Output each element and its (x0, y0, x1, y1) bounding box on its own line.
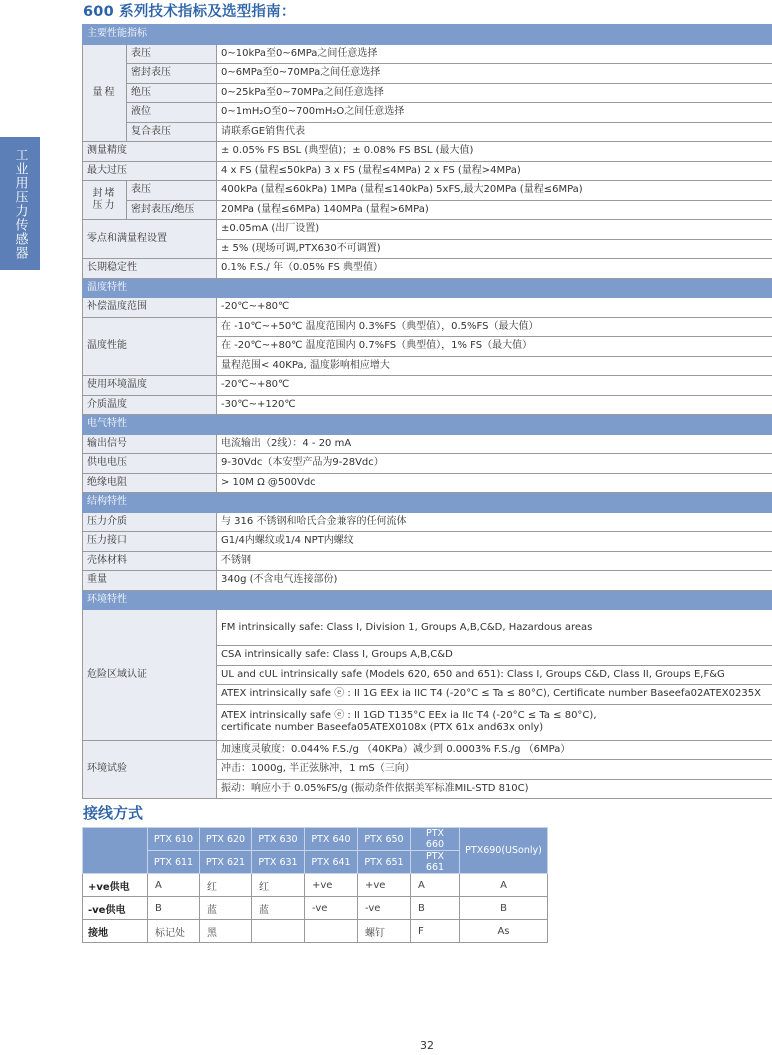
section-structure: 结构特性 (83, 493, 772, 513)
atex-line-1: ATEX intrinsically safe ⓔ : II 1GD T135°C EEx ia IIc T4 (-20°C ≤ Ta ≤ 80°C), (221, 710, 597, 721)
row-value: 与 316 不锈钢和哈氏合金兼容的任何流体 (217, 512, 772, 532)
section-temperature: 温度特性 (83, 278, 772, 298)
row-label: -ve供电 (83, 897, 148, 920)
table-row (83, 473, 772, 493)
table-row (83, 512, 772, 532)
table-row (83, 897, 548, 920)
header-cell: PTX 621 (200, 851, 252, 874)
section-row (83, 278, 772, 298)
row-label: 补偿温度范围 (83, 298, 217, 318)
table-cell: 螺钉 (358, 920, 411, 943)
table-cell: B (411, 897, 460, 920)
row-value: 在 -20℃~+80℃ 温度范围内 0.7%FS（典型值），1% FS（最大值） (217, 337, 772, 357)
wiring-table (82, 827, 548, 943)
row-value: 400kPa (量程≤60kPa) 1MPa (量程≤140kPa) 5xFS,最大20MPa (量程≤6MPa) (217, 181, 772, 201)
section-electrical: 电气特性 (83, 415, 772, 435)
header-cell: PTX 640 (305, 828, 358, 851)
wiring-title: 接线方式 (83, 804, 144, 822)
header-cell: PTX690(USonly) (460, 828, 548, 874)
table-cell: A (411, 874, 460, 897)
row-value: 电流输出（2线）：4 - 20 mA (217, 434, 772, 454)
header-row (83, 828, 548, 851)
row-value: CSA intrinsically safe: Class I, Groups A,B,C&D (217, 646, 772, 666)
row-label: 长期稳定性 (83, 259, 217, 279)
table-row (83, 103, 772, 123)
row-label: 密封表压 (127, 64, 217, 84)
header-corner (83, 828, 148, 874)
table-row (83, 64, 772, 84)
row-label: 温度性能 (83, 317, 217, 376)
row-value: ± 0.05% FS BSL (典型值)；± 0.08% FS BSL (最大值) (217, 142, 772, 162)
table-cell: 标记处 (148, 920, 200, 943)
row-label: 压力接口 (83, 532, 217, 552)
row-label: 压力介质 (83, 512, 217, 532)
row-value: 加速度灵敏度：0.044% F.S./g （40KPa）减少到 0.0003% F.S./g （6MPa） (217, 740, 772, 760)
table-row (83, 454, 772, 474)
table-cell: B (460, 897, 548, 920)
table-row (83, 181, 772, 201)
table-row (83, 83, 772, 103)
range-label: 量程 (83, 44, 127, 142)
table-cell: 蓝 (200, 897, 252, 920)
table-row (83, 161, 772, 181)
row-value: G1/4内螺纹或1/4 NPT内螺纹 (217, 532, 772, 552)
side-tab-label: 工业用压力传感器 (12, 147, 28, 260)
row-label: 壳体材料 (83, 551, 217, 571)
table-cell: 红 (252, 874, 305, 897)
table-row (83, 395, 772, 415)
row-label: 使用环境温度 (83, 376, 217, 396)
row-label: 测量精度 (83, 142, 217, 162)
row-value: 量程范围< 40KPa, 温度影响相应增大 (217, 356, 772, 376)
table-row (83, 44, 772, 64)
table-cell: As (460, 920, 548, 943)
row-label: 接地 (83, 920, 148, 943)
section-row (83, 590, 772, 610)
table-cell: +ve (358, 874, 411, 897)
row-value: > 10M Ω @500Vdc (217, 473, 772, 493)
row-label: 密封表压/绝压 (127, 200, 217, 220)
table-row (83, 434, 772, 454)
row-value: 9-30Vdc（本安型产品为9-28Vdc） (217, 454, 772, 474)
row-value: ATEX intrinsically safe ⓔ : II 1G EEx ia IIC T4 (-20°C ≤ Ta ≤ 80°C), Certificate number Baseefa02ATEX0235X (217, 685, 772, 705)
table-cell: A (460, 874, 548, 897)
row-label: 最大过压 (83, 161, 217, 181)
row-value (217, 704, 772, 740)
table-cell: A (148, 874, 200, 897)
row-label: 重量 (83, 571, 217, 591)
table-row (83, 874, 548, 897)
header-cell: PTX 661 (411, 851, 460, 874)
row-value: ±0.05mA (出厂设置) (217, 220, 772, 240)
header-cell: PTX 630 (252, 828, 305, 851)
row-label: 绝缘电阻 (83, 473, 217, 493)
row-label: 危险区域认证 (83, 610, 217, 741)
table-row (83, 532, 772, 552)
table-row (83, 551, 772, 571)
burst-label: 封堵压力 (83, 181, 127, 220)
table-row (83, 142, 772, 162)
section-row (83, 493, 772, 513)
table-cell: B (148, 897, 200, 920)
row-value: FM intrinsically safe: Class I, Division 1, Groups A,B,C&D, Hazardous areas (217, 610, 772, 646)
section-performance: 主要性能指标 (83, 25, 772, 45)
table-row (83, 317, 772, 337)
row-label: 供电电压 (83, 454, 217, 474)
table-cell: 蓝 (252, 897, 305, 920)
row-value: 不锈钢 (217, 551, 772, 571)
row-value: 请联系GE销售代表 (217, 122, 772, 142)
table-row (83, 610, 772, 646)
page-number: 32 (420, 1039, 434, 1052)
row-value: -20℃~+80℃ (217, 376, 772, 396)
row-label: 介质温度 (83, 395, 217, 415)
page-title: 600 系列技术指标及选型指南： (83, 4, 296, 20)
table-row (83, 298, 772, 318)
row-value: 0~6MPa至0~70MPa之间任意选择 (217, 64, 772, 84)
row-value: ± 5% (现场可调,PTX630不可调置) (217, 239, 772, 259)
header-cell: PTX 631 (252, 851, 305, 874)
row-value: 0~25kPa至0~70MPa之间任意选择 (217, 83, 772, 103)
row-label: 零点和满量程设置 (83, 220, 217, 259)
table-cell: -ve (305, 897, 358, 920)
table-row (83, 122, 772, 142)
row-label: 环境试验 (83, 740, 217, 799)
row-value: 0.1% F.S./ 年（0.05% FS 典型值） (217, 259, 772, 279)
row-value: 20MPa (量程≤6MPa) 140MPa (量程>6MPa) (217, 200, 772, 220)
table-row (83, 571, 772, 591)
table-cell (252, 920, 305, 943)
table-row (83, 740, 772, 760)
row-value: 在 -10℃~+50℃ 温度范围内 0.3%FS（典型值），0.5%FS（最大值） (217, 317, 772, 337)
table-cell: -ve (358, 897, 411, 920)
row-label: 绝压 (127, 83, 217, 103)
row-value: -30℃~+120℃ (217, 395, 772, 415)
specs-table (82, 24, 772, 799)
header-cell: PTX 641 (305, 851, 358, 874)
side-tab (0, 137, 40, 270)
table-row (83, 376, 772, 396)
header-cell: PTX 650 (358, 828, 411, 851)
table-cell: +ve (305, 874, 358, 897)
table-cell: 红 (200, 874, 252, 897)
section-environment: 环境特性 (83, 590, 772, 610)
row-value: UL and cUL intrinsically safe (Models 620, 650 and 651): Class I, Groups C&D, Class II, Groups E,F&G (217, 665, 772, 685)
row-value: 4 x FS (量程≤50kPa) 3 x FS (量程≤4MPa) 2 x FS (量程>4MPa) (217, 161, 772, 181)
table-cell (305, 920, 358, 943)
row-label: 液位 (127, 103, 217, 123)
table-row (83, 200, 772, 220)
header-cell: PTX 660 (411, 828, 460, 851)
table-cell: 黑 (200, 920, 252, 943)
section-row (83, 25, 772, 45)
header-cell: PTX 651 (358, 851, 411, 874)
row-label: 输出信号 (83, 434, 217, 454)
row-value: 振动：响应小于 0.05%FS/g (振动条件依据美军标准MIL-STD 810C) (217, 779, 772, 799)
section-row (83, 415, 772, 435)
row-label: 表压 (127, 181, 217, 201)
header-cell: PTX 611 (148, 851, 200, 874)
row-label: 复合表压 (127, 122, 217, 142)
header-cell: PTX 610 (148, 828, 200, 851)
table-row (83, 259, 772, 279)
table-row (83, 220, 772, 240)
atex-line-2: certificate number Baseefa05ATEX0108x (PTX 61x and63x only) (221, 722, 544, 733)
row-label: +ve供电 (83, 874, 148, 897)
row-value: 0~10kPa至0~6MPa之间任意选择 (217, 44, 772, 64)
table-cell: F (411, 920, 460, 943)
row-value: 0~1mH₂O至0~700mH₂O之间任意选择 (217, 103, 772, 123)
header-cell: PTX 620 (200, 828, 252, 851)
table-row (83, 920, 548, 943)
row-value: 340g (不含电气连接部份) (217, 571, 772, 591)
row-value: 冲击：1000g, 半正弦脉冲，1 mS（三向） (217, 760, 772, 780)
row-value: -20℃~+80℃ (217, 298, 772, 318)
row-label: 表压 (127, 44, 217, 64)
